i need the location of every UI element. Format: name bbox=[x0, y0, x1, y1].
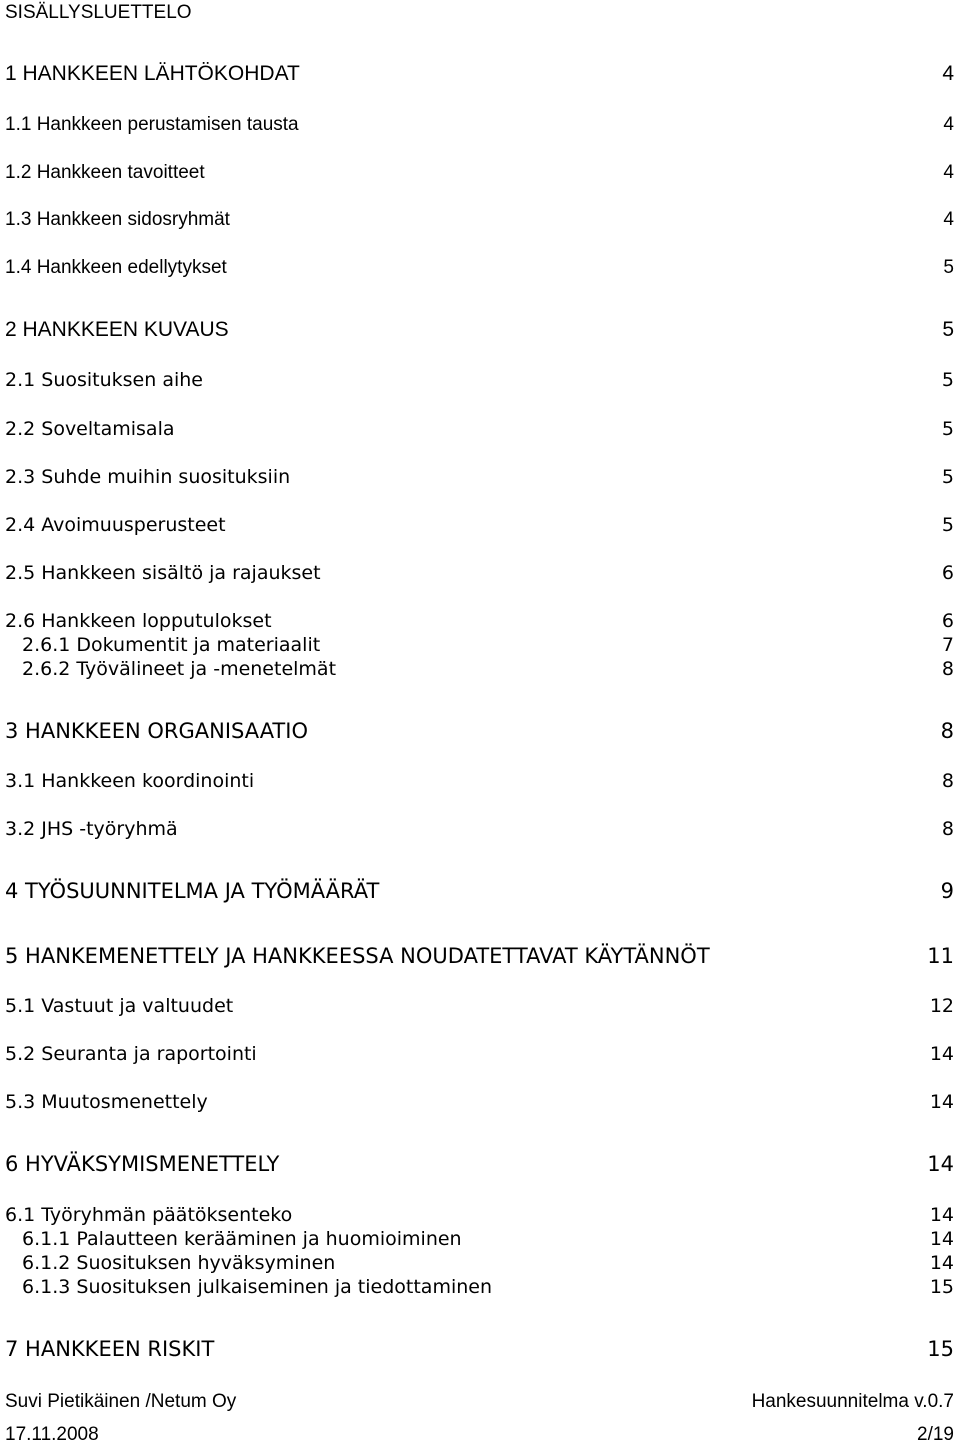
toc-entry-label: 3 HANKKEEN ORGANISAATIO bbox=[5, 719, 308, 743]
toc-entry-page: 8 bbox=[941, 658, 954, 680]
toc-entry-label: 2.6 Hankkeen lopputulokset bbox=[5, 610, 272, 632]
toc-entry-page: 7 bbox=[941, 634, 954, 656]
toc-entry-page: 5 bbox=[941, 466, 954, 488]
toc-entry-label: 2.4 Avoimuusperusteet bbox=[5, 514, 226, 536]
toc-entry-page: 6 bbox=[941, 562, 954, 584]
toc-entry-page: 15 bbox=[927, 1337, 954, 1361]
toc-entry-label: 6 HYVÄKSYMISMENETTELY bbox=[5, 1152, 280, 1176]
toc-entry-page: 14 bbox=[929, 1091, 954, 1113]
toc-entry-label: 1.1 Hankkeen perustamisen tausta bbox=[5, 114, 299, 135]
toc-entry-page: 14 bbox=[929, 1043, 954, 1065]
toc-entry-page: 5 bbox=[942, 318, 954, 341]
toc-entry-page: 9 bbox=[940, 879, 954, 903]
toc-entry-page: 11 bbox=[927, 944, 954, 968]
toc-entry-page: 8 bbox=[940, 719, 954, 743]
toc-entry-label: 1 HANKKEEN LÄHTÖKOHDAT bbox=[5, 62, 300, 85]
toc-entry-page: 5 bbox=[941, 418, 954, 440]
footer-page-number: 2/19 bbox=[917, 1424, 954, 1445]
toc-entry-page: 8 bbox=[941, 770, 954, 792]
toc-entry-label: 2.2 Soveltamisala bbox=[5, 418, 175, 440]
toc-entry-page: 4 bbox=[943, 162, 954, 183]
toc-entry-label: 5.2 Seuranta ja raportointi bbox=[5, 1043, 257, 1065]
toc-entry-label: 3.1 Hankkeen koordinointi bbox=[5, 770, 255, 792]
toc-entry-page: 6 bbox=[941, 610, 954, 632]
toc-entry-label: 6.1.3 Suosituksen julkaiseminen ja tiedottaminen bbox=[22, 1276, 492, 1298]
toc-entry-label: 1.4 Hankkeen edellytykset bbox=[5, 257, 227, 278]
toc-entry-label: 6.1 Työryhmän päätöksenteko bbox=[5, 1204, 293, 1226]
toc-entry-label: 6.1.2 Suosituksen hyväksyminen bbox=[22, 1252, 336, 1274]
toc-entry-page: 14 bbox=[929, 1204, 954, 1226]
toc-title: SISÄLLYSLUETTELO bbox=[5, 2, 192, 23]
toc-entry-page: 8 bbox=[941, 818, 954, 840]
toc-entry-page: 14 bbox=[927, 1152, 954, 1176]
toc-entry-label: 3.2 JHS -työryhmä bbox=[5, 818, 178, 840]
toc-entry-label: 2.6.1 Dokumentit ja materiaalit bbox=[22, 634, 321, 656]
toc-entry-label: 2.1 Suosituksen aihe bbox=[5, 369, 203, 391]
toc-entry-label: 1.2 Hankkeen tavoitteet bbox=[5, 162, 205, 183]
toc-entry-page: 14 bbox=[929, 1252, 954, 1274]
footer-document: Hankesuunnitelma v.0.7 bbox=[751, 1391, 954, 1412]
toc-entry-page: 5 bbox=[943, 257, 954, 278]
toc-entry-page: 15 bbox=[929, 1276, 954, 1298]
footer-author: Suvi Pietikäinen /Netum Oy bbox=[5, 1391, 237, 1412]
toc-entry-label: 2.5 Hankkeen sisältö ja rajaukset bbox=[5, 562, 321, 584]
toc-entry-label: 2 HANKKEEN KUVAUS bbox=[5, 318, 229, 341]
toc-entry-page: 12 bbox=[929, 995, 954, 1017]
toc-entry-label: 4 TYÖSUUNNITELMA JA TYÖMÄÄRÄT bbox=[5, 879, 380, 903]
toc-entry-label: 6.1.1 Palautteen kerääminen ja huomioiminen bbox=[22, 1228, 462, 1250]
toc-entry-label: 2.3 Suhde muihin suosituksiin bbox=[5, 466, 291, 488]
toc-entry-label: 7 HANKKEEN RISKIT bbox=[5, 1337, 215, 1361]
toc-entry-page: 14 bbox=[929, 1228, 954, 1250]
footer-date: 17.11.2008 bbox=[5, 1424, 99, 1445]
toc-entry-label: 5.3 Muutosmenettely bbox=[5, 1091, 208, 1113]
toc-entry-page: 4 bbox=[942, 62, 954, 85]
toc-entry-page: 4 bbox=[943, 114, 954, 135]
toc-entry-label: 1.3 Hankkeen sidosryhmät bbox=[5, 209, 230, 230]
toc-entry-page: 5 bbox=[941, 369, 954, 391]
toc-entry-label: 5 HANKEMENETTELY JA HANKKEESSA NOUDATETTAVAT KÄYTÄNNÖT bbox=[5, 944, 710, 968]
toc-entry-label: 5.1 Vastuut ja valtuudet bbox=[5, 995, 234, 1017]
toc-entry-label: 2.6.2 Työvälineet ja -menetelmät bbox=[22, 658, 337, 680]
toc-entry-page: 4 bbox=[943, 209, 954, 230]
toc-entry-page: 5 bbox=[941, 514, 954, 536]
